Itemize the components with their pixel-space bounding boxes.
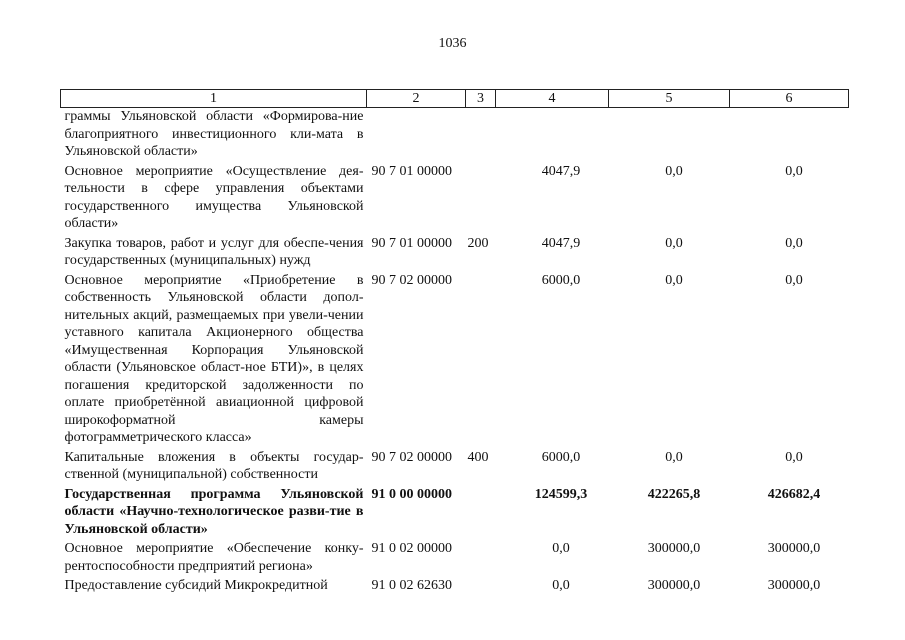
header-cell-5: 5	[609, 90, 730, 108]
table-row	[61, 540, 849, 577]
amount-col6-cell: 300000,0	[767, 578, 821, 593]
table-body	[61, 108, 849, 597]
expense-type-cell	[466, 540, 496, 577]
row-name-cell: Закупка товаров, работ и услуг для обеспе-чения государственных (муниципальных) нужд	[64, 235, 364, 268]
amount-col5-cell: 0,0	[665, 449, 683, 465]
amount-col4-cell	[496, 108, 609, 163]
amount-col6-cell: 0,0	[785, 163, 803, 179]
table-row	[61, 577, 849, 597]
table-row	[61, 272, 849, 449]
target-code-cell: 91 0 02 62630	[371, 578, 452, 593]
target-code-cell: 90 7 02 00000	[371, 272, 452, 288]
amount-col6-cell: 0,0	[785, 235, 803, 251]
table-row	[61, 486, 849, 541]
target-code-cell: 90 7 01 00000	[371, 163, 452, 179]
amount-col4-cell: 6000,0	[541, 449, 581, 465]
amount-col5-cell: 300000,0	[647, 578, 701, 593]
amount-col4-cell: 6000,0	[541, 272, 581, 288]
table-row	[61, 235, 849, 272]
page-number: 1036	[438, 36, 467, 51]
table-row	[61, 163, 849, 235]
amount-col4-cell: 4047,9	[541, 235, 581, 251]
row-name-cell: Основное мероприятие «Приобретение в собственность Ульяновской области допол-нительных акций, размещаемых при увели-чении уставного капитала Акционерного общества «Имущественная Корпорация Ульяновской области (Ульяновское област-ное БТИ)», в целях погашения кредиторской задолженности по оплате приобретённой авиационной цифровой широкоформатной камеры фотограмметрического класса»	[64, 272, 364, 445]
target-code-cell: 91 0 02 00000	[371, 541, 452, 556]
amount-col4-cell: 4047,9	[541, 163, 581, 179]
amount-col5-cell: 0,0	[665, 163, 683, 179]
amount-col6-cell: 426682,4	[767, 486, 821, 502]
budget-table	[60, 89, 849, 597]
header-cell-1: 1	[61, 90, 367, 108]
amount-col5-cell	[609, 108, 730, 163]
table-row	[61, 449, 849, 486]
amount-col5-cell: 300000,0	[647, 541, 701, 556]
expense-type-cell: 200	[467, 235, 489, 251]
target-code-cell	[367, 108, 466, 163]
expense-type-cell	[466, 577, 496, 597]
amount-col6-cell	[730, 108, 849, 163]
header-cell-6: 6	[730, 90, 849, 108]
amount-col6-cell: 0,0	[785, 449, 803, 465]
expense-type-cell	[466, 163, 496, 235]
table-header	[61, 90, 849, 108]
amount-col4-cell: 0,0	[552, 578, 570, 593]
header-cell-3: 3	[466, 90, 496, 108]
target-code-cell: 91 0 00 00000	[371, 486, 452, 502]
amount-col4-cell: 124599,3	[534, 486, 588, 502]
amount-col5-cell: 0,0	[665, 235, 683, 251]
row-name-cell: Основное мероприятие «Осуществление дея-тельности в сфере управления объектами государственного имущества Ульяновской области»	[64, 163, 364, 231]
row-name-cell: Основное мероприятие «Обеспечение конку-рентоспособности предприятий региона»	[64, 541, 364, 574]
amount-col5-cell: 422265,8	[647, 486, 701, 502]
expense-type-cell	[466, 272, 496, 449]
row-name-cell: Предоставление субсидий Микрокредитной	[64, 578, 328, 593]
row-name-cell: Государственная программа Ульяновской области «Научно-технологическое разви-тие в Ульяновской области»	[64, 486, 364, 537]
amount-col5-cell: 0,0	[665, 272, 683, 288]
expense-type-cell	[466, 108, 496, 163]
target-code-cell: 90 7 02 00000	[371, 449, 452, 465]
target-code-cell: 90 7 01 00000	[371, 235, 452, 251]
expense-type-cell: 400	[467, 449, 489, 465]
amount-col6-cell: 0,0	[785, 272, 803, 288]
expense-type-cell	[466, 486, 496, 541]
header-row	[61, 90, 849, 108]
table-row	[61, 108, 849, 163]
amount-col4-cell: 0,0	[552, 541, 570, 556]
header-cell-2: 2	[367, 90, 466, 108]
row-name-cell: Капитальные вложения в объекты государ-ственной (муниципальной) собственности	[64, 449, 364, 482]
amount-col6-cell: 300000,0	[767, 541, 821, 556]
row-name-cell: граммы Ульяновской области «Формирова-ние благоприятного инвестиционного кли-мата в Ульяновской области»	[64, 109, 364, 159]
header-cell-4: 4	[496, 90, 609, 108]
